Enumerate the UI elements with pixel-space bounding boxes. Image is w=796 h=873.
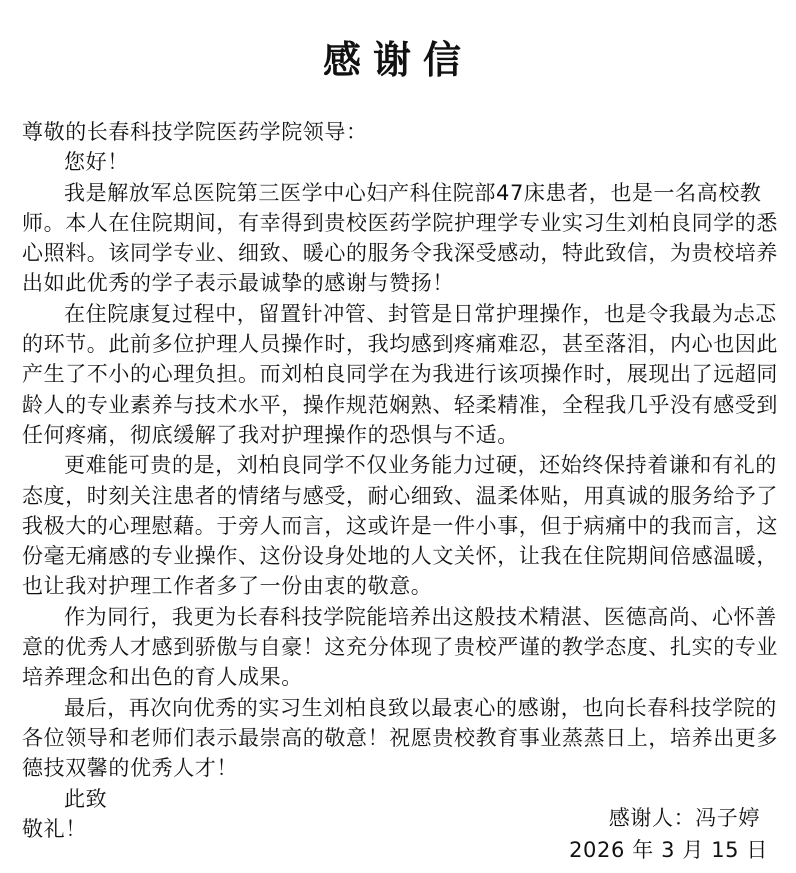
signature-block bbox=[569, 802, 768, 866]
signer-name: 感谢人：冯子婷 bbox=[608, 806, 760, 830]
paragraph-praise: 作为同行，我更为长春科技学院能培养出这般技术精湛、医德高尚、心怀善意的优秀人才感到骄傲与自豪！这充分体现了贵校严谨的教学态度、扎实的专业培养理念和出色的育人成果。 bbox=[22, 604, 778, 690]
letter-body bbox=[22, 117, 778, 844]
paragraph-experience: 在住院康复过程中，留置针冲管、封管是日常护理操作，也是令我最为忐忑的环节。此前多位护理人员操作时，我均感到疼痛难忍，甚至落泪，内心也因此产生了不小的心理负担。而刘柏良同学在为我进行该项操作时，展现出了远超同龄人的专业素养与技术水平，操作规范娴熟、轻柔精准，全程我几乎没有感受到任何疼痛，彻底缓解了我对护理操作的恐惧与不适。 bbox=[22, 301, 778, 447]
closing-cizhi: 此致 bbox=[64, 786, 108, 811]
letter-date: 2026 年 3 月 15 日 bbox=[569, 838, 768, 862]
closing-jingli: 敬礼！ bbox=[22, 816, 87, 841]
paragraph-intro: 我是解放军总医院第三医学中心妇产科住院部47床患者，也是一名高校教师。本人在住院期间，有幸得到贵校医药学院护理学专业实习生刘柏良同学的悉心照料。该同学专业、细致、暖心的服务令我深受感动，特此致信，为贵校培养出如此优秀的学子表示最诚挚的感谢与赞扬！ bbox=[22, 180, 778, 296]
greeting: 您好！ bbox=[64, 150, 129, 175]
paragraph-closing: 最后，再次向优秀的实习生刘柏良致以最衷心的感谢，也向长春科技学院的各位领导和老师们表示最崇高的敬意！祝愿贵校教育事业蒸蒸日上，培养出更多德技双馨的优秀人才！ bbox=[22, 695, 778, 781]
paragraph-attitude: 更难能可贵的是，刘柏良同学不仅业务能力过硬，还始终保持着谦和有礼的态度，时刻关注患者的情绪与感受，耐心细致、温柔体贴，用真诚的服务给予了我极大的心理慰藉。于旁人而言，这或许是一件小事，但于病痛中的我而言，这份毫无痛感的专业操作、这份设身处地的人文关怀，让我在住院期间倍感温暖，也让我对护理工作者多了一份由衷的敬意。 bbox=[22, 453, 778, 599]
salutation: 尊敬的长春科技学院医药学院领导： bbox=[22, 120, 368, 144]
letter-title: 感谢信 bbox=[322, 38, 473, 82]
